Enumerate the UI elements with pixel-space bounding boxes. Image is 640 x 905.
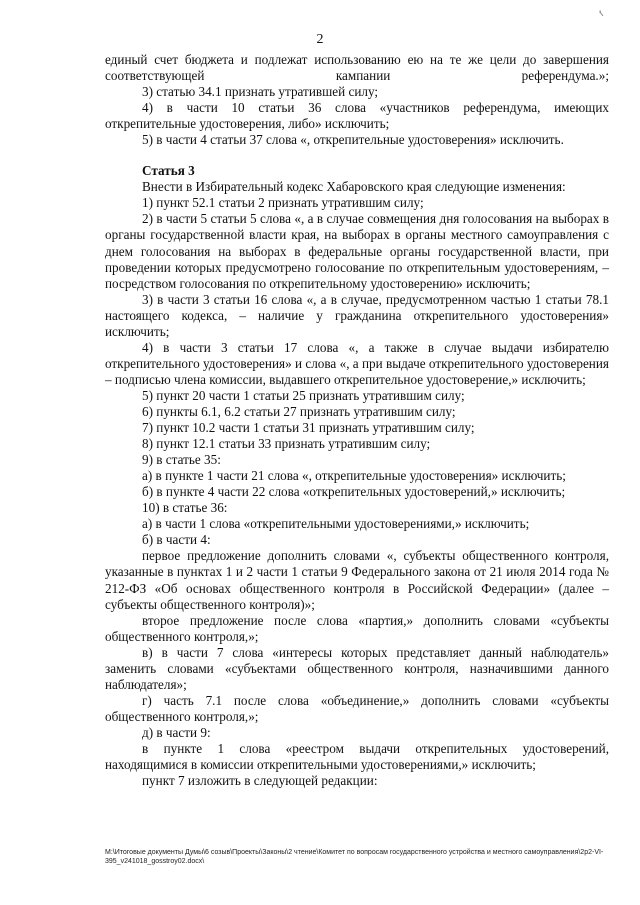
paragraph: 6) пункты 6.1, 6.2 статьи 27 признать утратившим силу; xyxy=(142,403,456,419)
paragraph: а) в пункте 1 части 21 слова «, открепительные удостоверения» исключить; xyxy=(142,468,566,484)
paragraph: б) в пункте 4 части 22 слова «открепительных удостоверений,» исключить; xyxy=(142,484,566,500)
paragraph: 2) в части 5 статьи 5 слова «, а в случае совмещения дня голосования на выборах в органы государственной власти края, на выборах в органы местного самоуправления с днем голосования на выборах в федеральные органы государственной власти, при проведении которых предусмотрено голосование по открепительным удостоверениям, – посредством голосования по открепительному удостоверению» исключить; xyxy=(105,211,609,291)
paragraph: в пункте 1 слова «реестром выдачи открепительных удостоверений, находящимися в комиссии открепительными удостоверениями,» исключить; xyxy=(105,740,609,773)
paragraph: пункт 7 изложить в следующей редакции: xyxy=(142,773,378,789)
page-number: 2 xyxy=(316,32,324,47)
paragraph: а) в части 1 слова «открепительными удостоверениями,» исключить; xyxy=(142,516,530,532)
pen-stroke xyxy=(600,12,603,16)
paragraph: 3) статью 34.1 признать утратившей силу; xyxy=(142,84,379,100)
paragraph: единый счет бюджета и подлежат использованию ею на те же цели до завершения соответствующей кампании референдума.»; xyxy=(105,52,609,84)
paragraph: в) в части 7 слова «интересы которых представляет данный наблюдатель» заменить словами «субъектами общественного контроля, назначившими данного наблюдателя»; xyxy=(105,644,609,692)
paragraph: 5) пункт 20 части 1 статьи 25 признать утратившим силу; xyxy=(142,387,465,403)
file-path-footer: M:\Итоговые документы Думы\6 созыв\Проекты\Законы\2 чтение\Комитет по вопросам государственного устройства и местного самоуправления\2р2-VI-395_v241018_gosstroy02.docx\ xyxy=(105,849,604,865)
article-heading: Статья 3 xyxy=(142,163,195,179)
paragraph: 4) в части 10 статьи 36 слова «участников референдума, имеющих открепительные удостоверения, либо» исключить; xyxy=(105,100,609,132)
paragraph: 10) в статье 36: xyxy=(142,500,228,516)
paragraph: г) часть 7.1 после слова «объединение,» дополнить словами «субъекты общественного контроля,»; xyxy=(105,692,609,724)
paragraph: 1) пункт 52.1 статьи 2 признать утратившим силу; xyxy=(142,195,424,211)
paragraph: д) в части 9: xyxy=(142,724,211,740)
paragraph: 3) в части 3 статьи 16 слова «, а в случае, предусмотренном частью 1 статьи 78.1 настоящего кодекса, – наличие у гражданина открепительного удостоверения» исключить; xyxy=(105,291,609,339)
paragraph: б) в части 4: xyxy=(142,532,211,548)
paragraph: первое предложение дополнить словами «, субъекты общественного контроля, указанные в пунктах 1 и 2 части 1 статьи 9 Федерального закона от 21 июля 2014 года № 212-ФЗ «Об основах общественного контроля в Российской Федерации» (далее – субъекты общественного контроля)»; xyxy=(105,548,609,612)
paragraph: Внести в Избирательный кодекс Хабаровского края следующие изменения: xyxy=(142,179,566,195)
paragraph: 5) в части 4 статьи 37 слова «, открепительные удостоверения» исключить. xyxy=(142,132,564,148)
paragraph: второе предложение после слова «партия,» дополнить словами «субъекты общественного контроля,»; xyxy=(105,612,609,644)
paragraph: 8) пункт 12.1 статьи 33 признать утратившим силу; xyxy=(142,436,431,452)
paragraph: 4) в части 3 статьи 17 слова «, а также в случае выдачи избирателю открепительного удостоверения» и слова «, а при выдаче открепительного удостоверения – подписью члена комиссии, выдавшего открепительное удостоверение,» исключить; xyxy=(105,339,609,387)
corner-mark: ' xyxy=(599,8,602,22)
paragraph: 7) пункт 10.2 части 1 статьи 31 признать утратившим силу; xyxy=(142,420,475,436)
paragraph: 9) в статье 35: xyxy=(142,452,221,468)
